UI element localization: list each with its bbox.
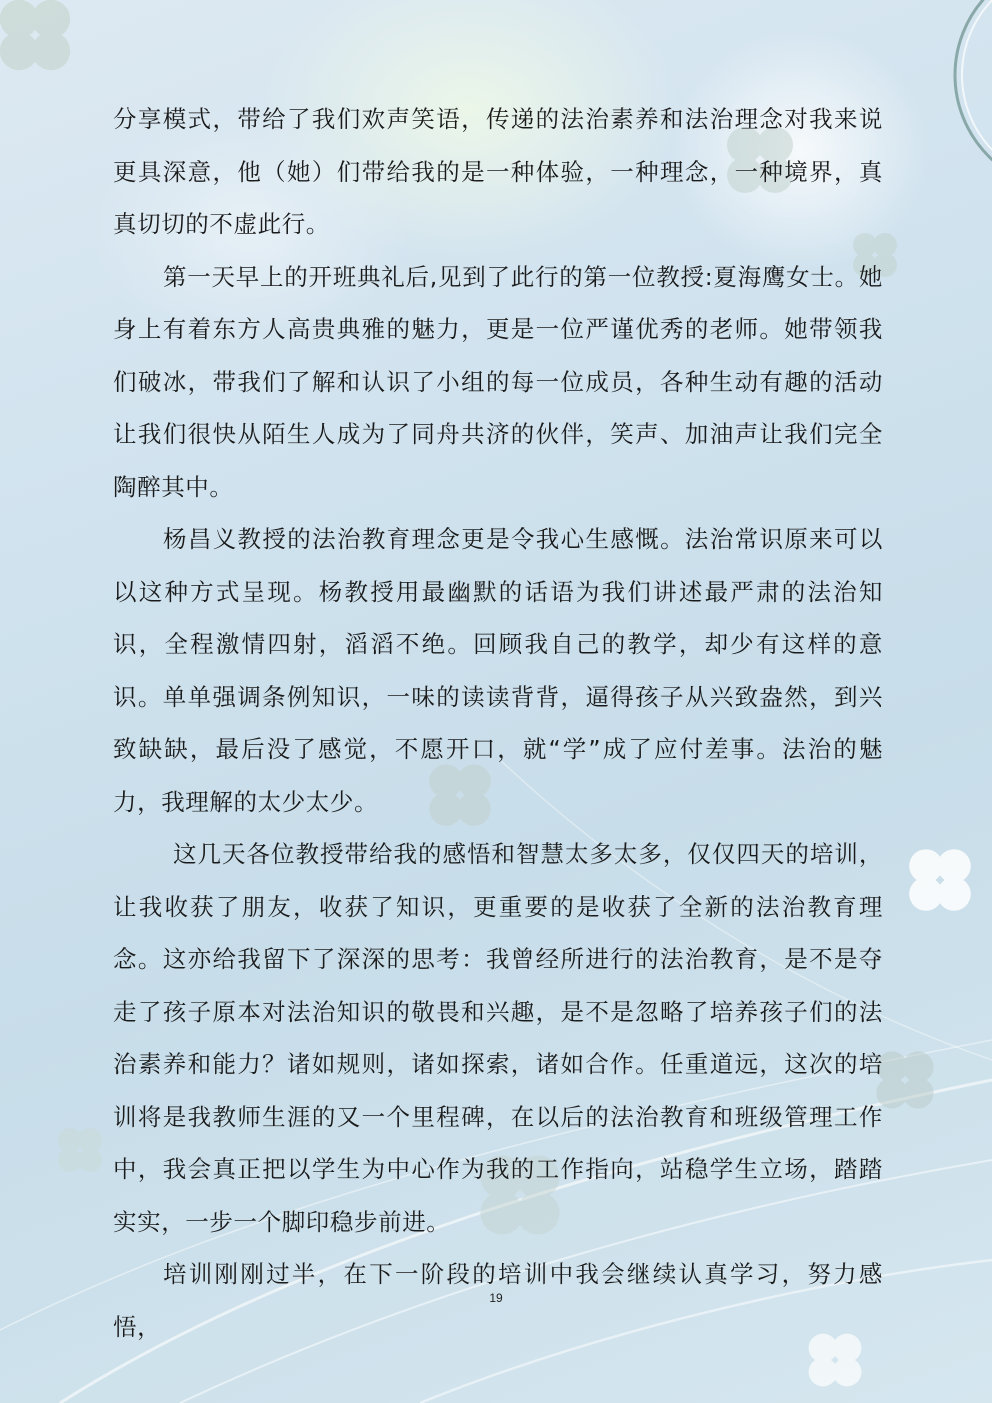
paragraph-3: 杨昌义教授的法治教育理念更是令我心生感慨。法治常识原来可以以这种方式呈现。杨教授用最幽默的话语为我们讲述最严肃的法治知识，全程激情四射，滔滔不绝。回顾我自己的教学，却少有这样的意识。单单强调条例知识，一味的读读背背，逼得孩子从兴致盎然，到兴致缺缺，最后没了感觉，不愿开口，就“学”成了应付差事。法治的魅力，我理解的太少太少。 [113,525,883,816]
paragraph-2: 第一天早上的开班典礼后,见到了此行的第一位教授:夏海鹰女士。她身上有着东方人高贵典雅的魅力，更是一位严谨优秀的老师。她带领我们破冰，带我们了解和认识了小组的每一位成员，各种生动有趣的活动让我们很快从陌生人成为了同舟共济的伙伴，笑声、加油声让我们完全陶醉其中。 [113,262,883,501]
paragraph-1: 分享模式，带给了我们欢声笑语，传递的法治素养和法治理念对我来说更具深意，他（她）们带给我的是一种体验，一种理念，一种境界，真真切切的不虚此行。 [113,105,883,238]
body-text [113,93,883,1353]
paragraph-4: 这几天各位教授带给我的感悟和智慧太多太多，仅仅四天的培训，让我收获了朋友，收获了知识，更重要的是收获了全新的法治教育理念。这亦给我留下了深深的思考：我曾经所进行的法治教育，是不是夺走了孩子原本对法治知识的敬畏和兴趣，是不是忽略了培养孩子们的法治素养和能力？诸如规则，诸如探索，诸如合作。任重道远，这次的培训将是我教师生涯的又一个里程碑，在以后的法治教育和班级管理工作中，我会真正把以学生为中心作为我的工作指向，站稳学生立场，踏踏实实，一步一个脚印稳步前进。 [113,840,883,1236]
page-number: 19 [489,1291,503,1305]
paragraph-5: 培训刚刚过半，在下一阶段的培训中我会继续认真学习，努力感悟， [113,1260,883,1341]
